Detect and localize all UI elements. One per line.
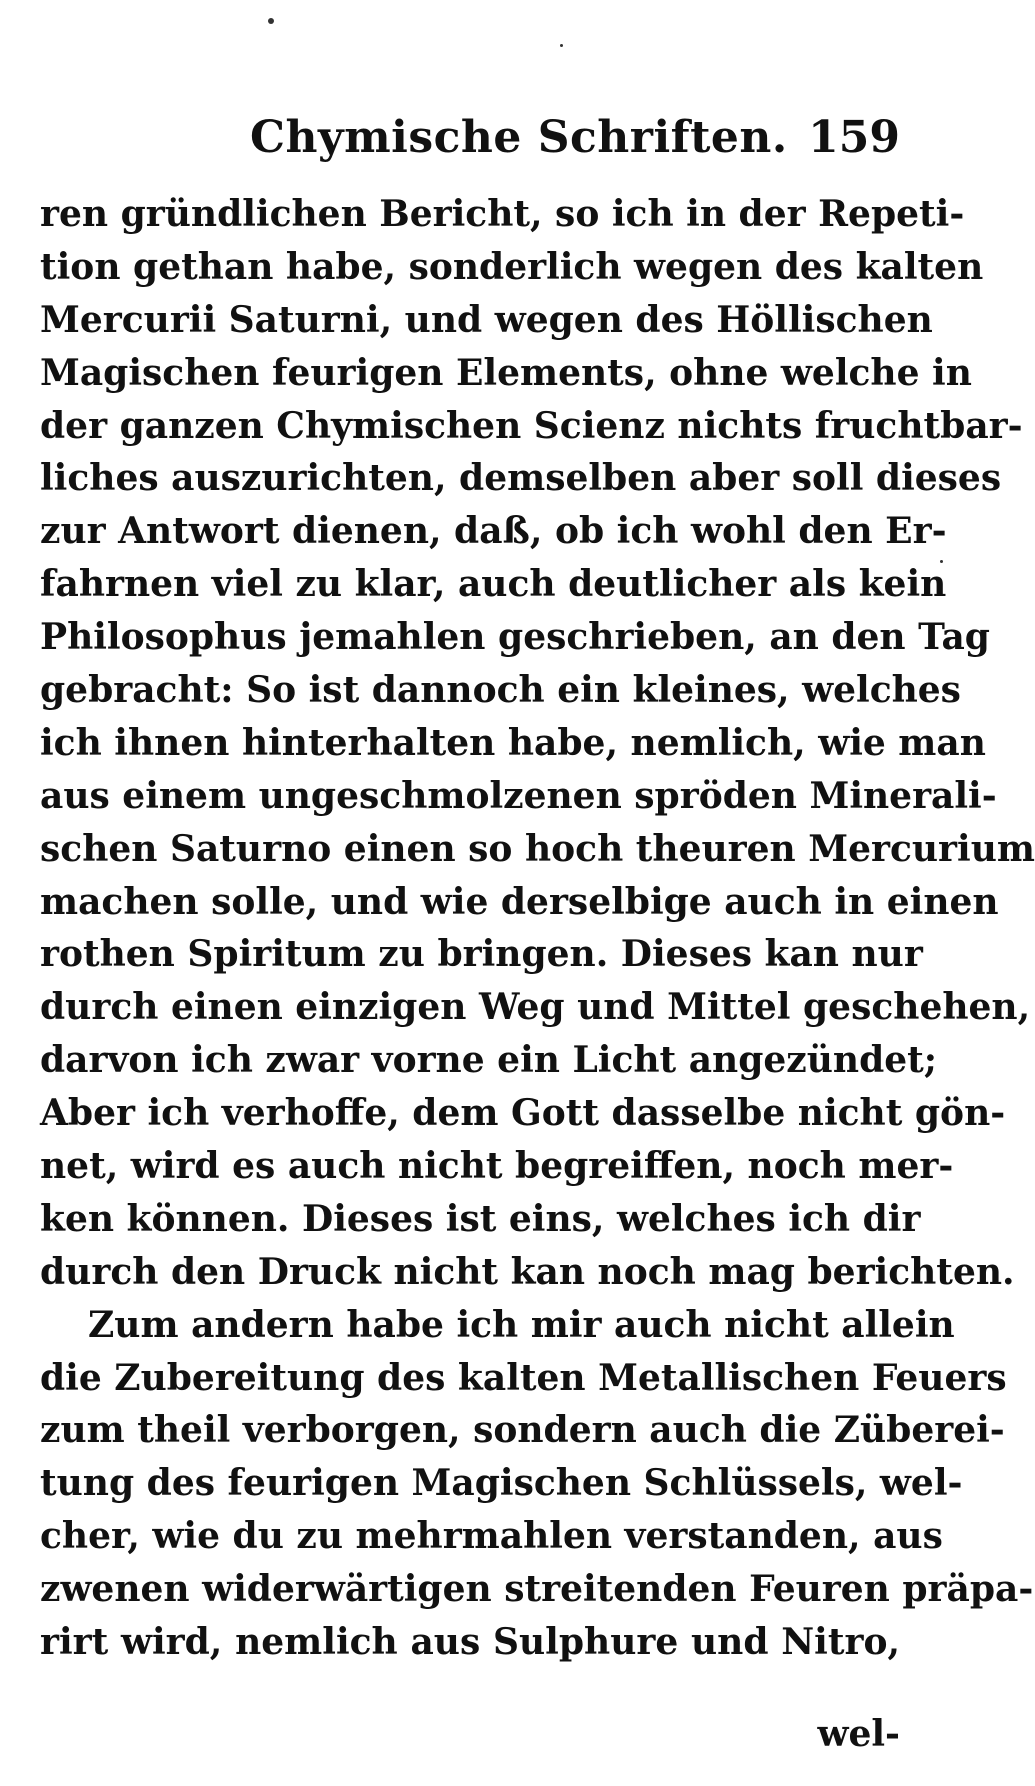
text-line: gebracht: So ist dannoch ein kleines, welches <box>40 669 961 712</box>
text-line: aus einem ungeschmolzenen spröden Minerali- <box>40 774 997 817</box>
text-line: darvon ich zwar vorne ein Licht angezündet; <box>40 1039 938 1082</box>
text-line: zwenen widerwärtigen streitenden Feuren präpa- <box>40 1568 1034 1611</box>
text-line: der ganzen Chymischen Scienz nichts fruchtbar- <box>40 404 1023 447</box>
text-line: ren gründlichen Bericht, so ich in der Repeti- <box>40 193 965 235</box>
text-line: Aber ich verhoffe, dem Gott dasselbe nicht gön- <box>40 1092 1006 1135</box>
ink-speck <box>268 18 274 24</box>
body-text <box>40 188 1035 1669</box>
text-line: zum theil verborgen, sondern auch die Züberei- <box>40 1409 1005 1452</box>
text-line: durch einen einzigen Weg und Mittel geschehen, <box>40 986 1031 1029</box>
text-line: tung des feurigen Magischen Schlüssels, wel- <box>40 1462 963 1505</box>
text-line: rothen Spiritum zu bringen. Dieses kan nur <box>40 933 923 976</box>
text-line: Mercurii Saturni, und wegen des Höllischen <box>40 298 933 341</box>
ink-speck <box>560 44 563 47</box>
text-line: Magischen feurigen Elements, ohne welche in <box>40 351 972 394</box>
page-header <box>40 112 900 172</box>
text-line: cher, wie du zu mehrmahlen verstanden, aus <box>40 1515 943 1558</box>
text-line: tion gethan habe, sonderlich wegen des kalten <box>40 245 984 288</box>
text-line: ich ihnen hinterhalten habe, nemlich, wie man <box>40 721 986 764</box>
page-number: 159 <box>808 112 900 163</box>
text-line: durch den Druck nicht kan noch mag berichten. <box>40 1250 1015 1293</box>
catchword: wel- <box>817 1713 900 1755</box>
text-line: liches auszurichten, demselben aber soll dieses <box>40 457 1002 500</box>
text-line: ken können. Dieses ist eins, welches ich dir <box>40 1197 921 1240</box>
ink-speck <box>940 560 943 563</box>
text-line: Zum andern habe ich mir auch nicht allein <box>88 1303 955 1346</box>
text-line: zur Antwort dienen, daß, ob ich wohl den Er- <box>40 510 947 553</box>
text-line: Philosophus jemahlen geschrieben, an den Tag <box>40 616 990 659</box>
text-line: net, wird es auch nicht begreiffen, noch mer- <box>40 1145 954 1188</box>
text-line: rirt wird, nemlich aus Sulphure und Nitro, <box>40 1621 900 1664</box>
text-line: schen Saturno einen so hoch theuren Mercurium <box>40 827 1035 870</box>
text-line: fahrnen viel zu klar, auch deutlicher als kein <box>40 563 947 606</box>
running-title: Chymische Schriften. <box>250 112 788 163</box>
text-line: die Zubereitung des kalten Metallischen Feuers <box>40 1356 1007 1399</box>
text-line: machen solle, und wie derselbige auch in einen <box>40 880 999 923</box>
